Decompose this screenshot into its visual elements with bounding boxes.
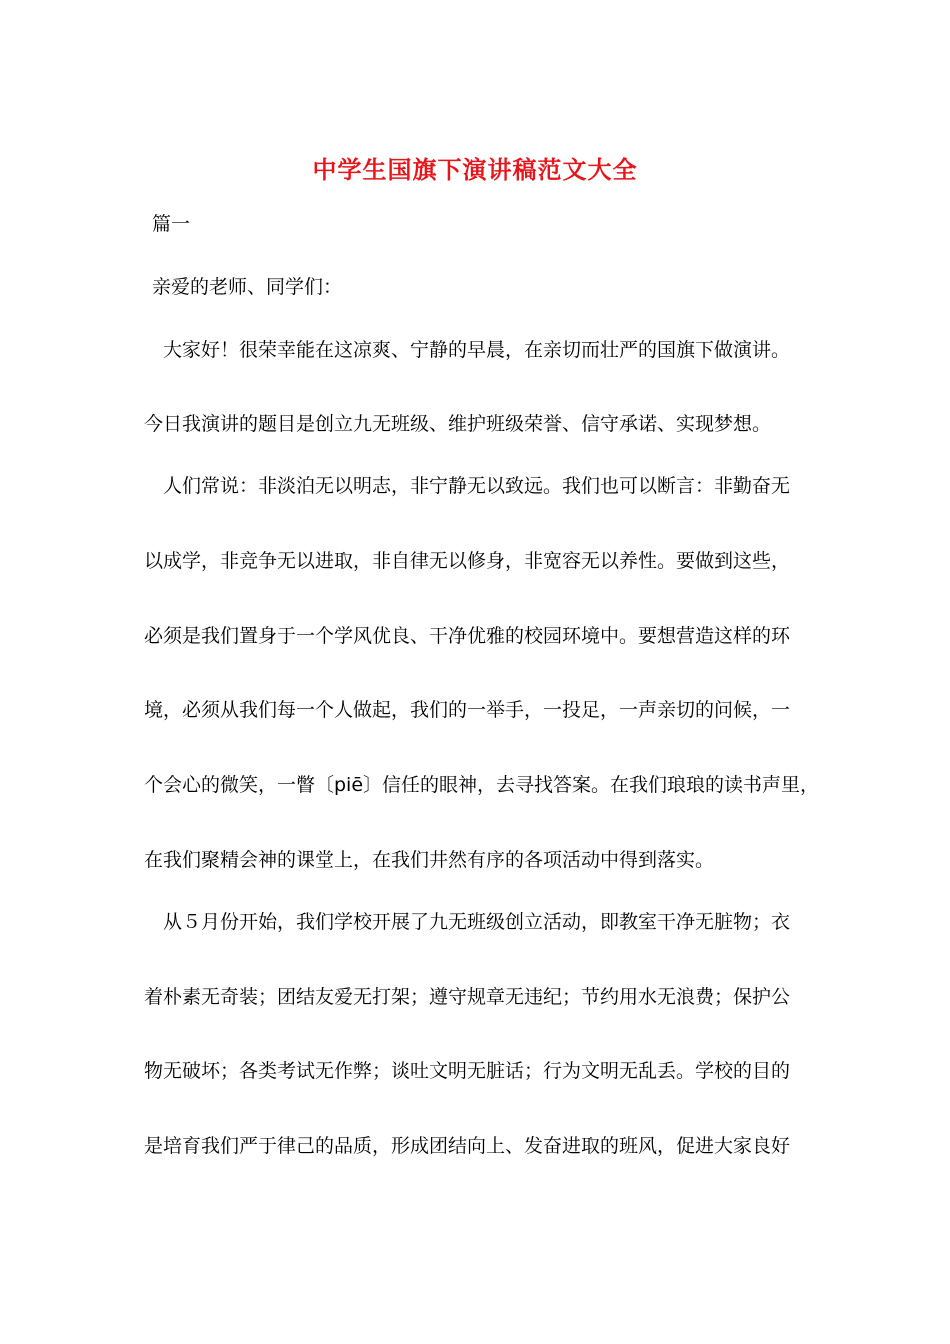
paragraph-line: 以成学，非竞争无以进取，非自律无以修身，非宽容无以养性。要做到这些， <box>144 550 791 572</box>
paragraph-line: 必须是我们置身于一个学风优良、干净优雅的校园环境中。要想营造这样的环 <box>144 625 791 647</box>
paragraph-line: 境，必须从我们每一个人做起，我们的一举手，一投足，一声亲切的问候，一 <box>144 699 791 721</box>
paragraph-line: 物无破坏；各类考试无作弊；谈吐文明无脏话；行为文明无乱丢。学校的目的 <box>144 1060 791 1082</box>
paragraph-line: 今日我演讲的题目是创立九无班级、维护班级荣誉、信守承诺、实现梦想。 <box>144 413 772 435</box>
greeting-line: 亲爱的老师、同学们： <box>152 276 343 298</box>
section-heading: 篇一 <box>152 213 191 235</box>
paragraph-line: 着朴素无奇装；团结友爱无打架；遵守规章无违纪；节约用水无浪费；保护公 <box>144 986 791 1008</box>
paragraph-line: 人们常说：非淡泊无以明志，非宁静无以致远。我们也可以断言：非勤奋无 <box>163 475 791 497</box>
paragraph-line: 在我们聚精会神的课堂上，在我们井然有序的各项活动中得到落实。 <box>144 849 715 871</box>
paragraph-line: 大家好！很荣幸能在这凉爽、宁静的早晨，在亲切而壮严的国旗下做演讲。 <box>163 339 791 361</box>
paragraph-line: 从５月份开始，我们学校开展了九无班级创立活动，即教室干净无脏物；衣 <box>163 911 791 933</box>
paragraph-line: 是培育我们严于律己的品质，形成团结向上、发奋进取的班风，促进大家良好 <box>144 1135 791 1157</box>
document-title: 中学生国旗下演讲稿范文大全 <box>312 156 638 184</box>
paragraph-line: 个会心的微笑，一瞥〔piē〕信任的眼神，去寻找答案。在我们琅琅的读书声里， <box>144 774 820 796</box>
